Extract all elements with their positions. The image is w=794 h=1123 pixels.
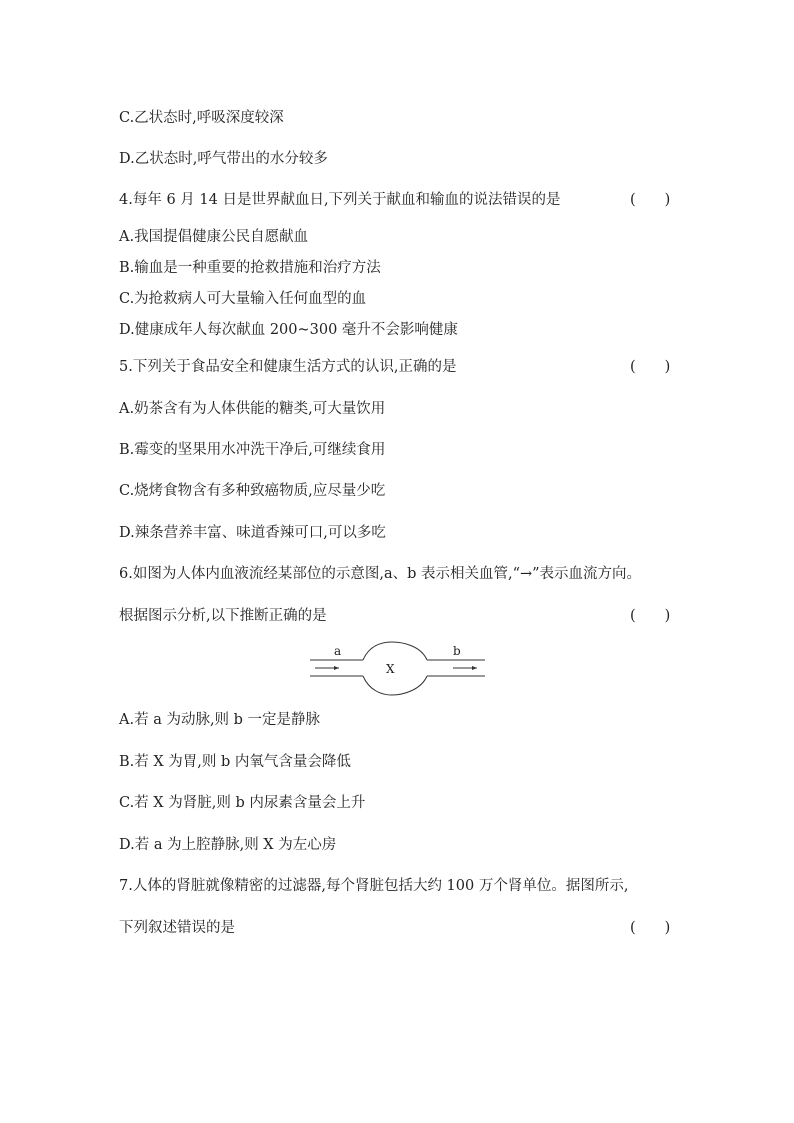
option-text: B.输血是一种重要的抢救措施和治疗方法 <box>119 260 381 276</box>
option-text: C.烧烤食物含有多种致癌物质,应尽量少吃 <box>119 483 386 499</box>
question-7: 7.人体的肾脏就像精密的过滤器,每个肾脏包括大约 100 万个肾单位。据图所示, <box>119 878 629 894</box>
flow-arrow-right-icon <box>453 666 477 670</box>
option-text: A.奶茶含有为人体供能的糖类,可大量饮用 <box>119 401 386 417</box>
option-text: C.乙状态时,呼吸深度较深 <box>119 110 284 126</box>
flow-arrow-left-icon <box>315 666 339 670</box>
answer-bracket: ( ) <box>630 192 671 208</box>
question-7-cont: 下列叙述错误的是 <box>119 920 235 936</box>
option-text: A.我国提倡健康公民自愿献血 <box>119 229 309 245</box>
answer-bracket: ( ) <box>630 608 671 624</box>
option-text: D.辣条营养丰富、味道香辣可口,可以多吃 <box>119 525 386 541</box>
question-6: 6.如图为人体内血液流经某部位的示意图,a、b 表示相关血管,“→”表示血流方向。 <box>119 566 642 582</box>
option-text: C.若 X 为肾脏,则 b 内尿素含量会上升 <box>119 795 366 811</box>
option-text: A.若 a 为动脉,则 b 一定是静脉 <box>119 712 321 728</box>
option-text: D.若 a 为上腔静脉,则 X 为左心房 <box>119 837 337 853</box>
label-a: a <box>334 644 342 658</box>
option-text: D.乙状态时,呼气带出的水分较多 <box>119 151 328 167</box>
label-b: b <box>453 644 461 658</box>
question-6-cont: 根据图示分析,以下推断正确的是 <box>119 608 327 624</box>
question-5: 5.下列关于食品安全和健康生活方式的认识,正确的是 <box>119 359 457 375</box>
option-text: D.健康成年人每次献血 200~300 毫升不会影响健康 <box>119 322 458 338</box>
option-text: C.为抢救病人可大量输入任何血型的血 <box>119 291 367 307</box>
label-x: X <box>386 662 395 676</box>
blood-flow-diagram <box>305 640 490 698</box>
option-text: B.霉变的坚果用水冲洗干净后,可继续食用 <box>119 442 386 458</box>
answer-bracket: ( ) <box>630 920 671 936</box>
question-4: 4.每年 6 月 14 日是世界献血日,下列关于献血和输血的说法错误的是 <box>119 192 561 208</box>
answer-bracket: ( ) <box>630 359 671 375</box>
option-text: B.若 X 为胃,则 b 内氧气含量会降低 <box>119 754 351 770</box>
